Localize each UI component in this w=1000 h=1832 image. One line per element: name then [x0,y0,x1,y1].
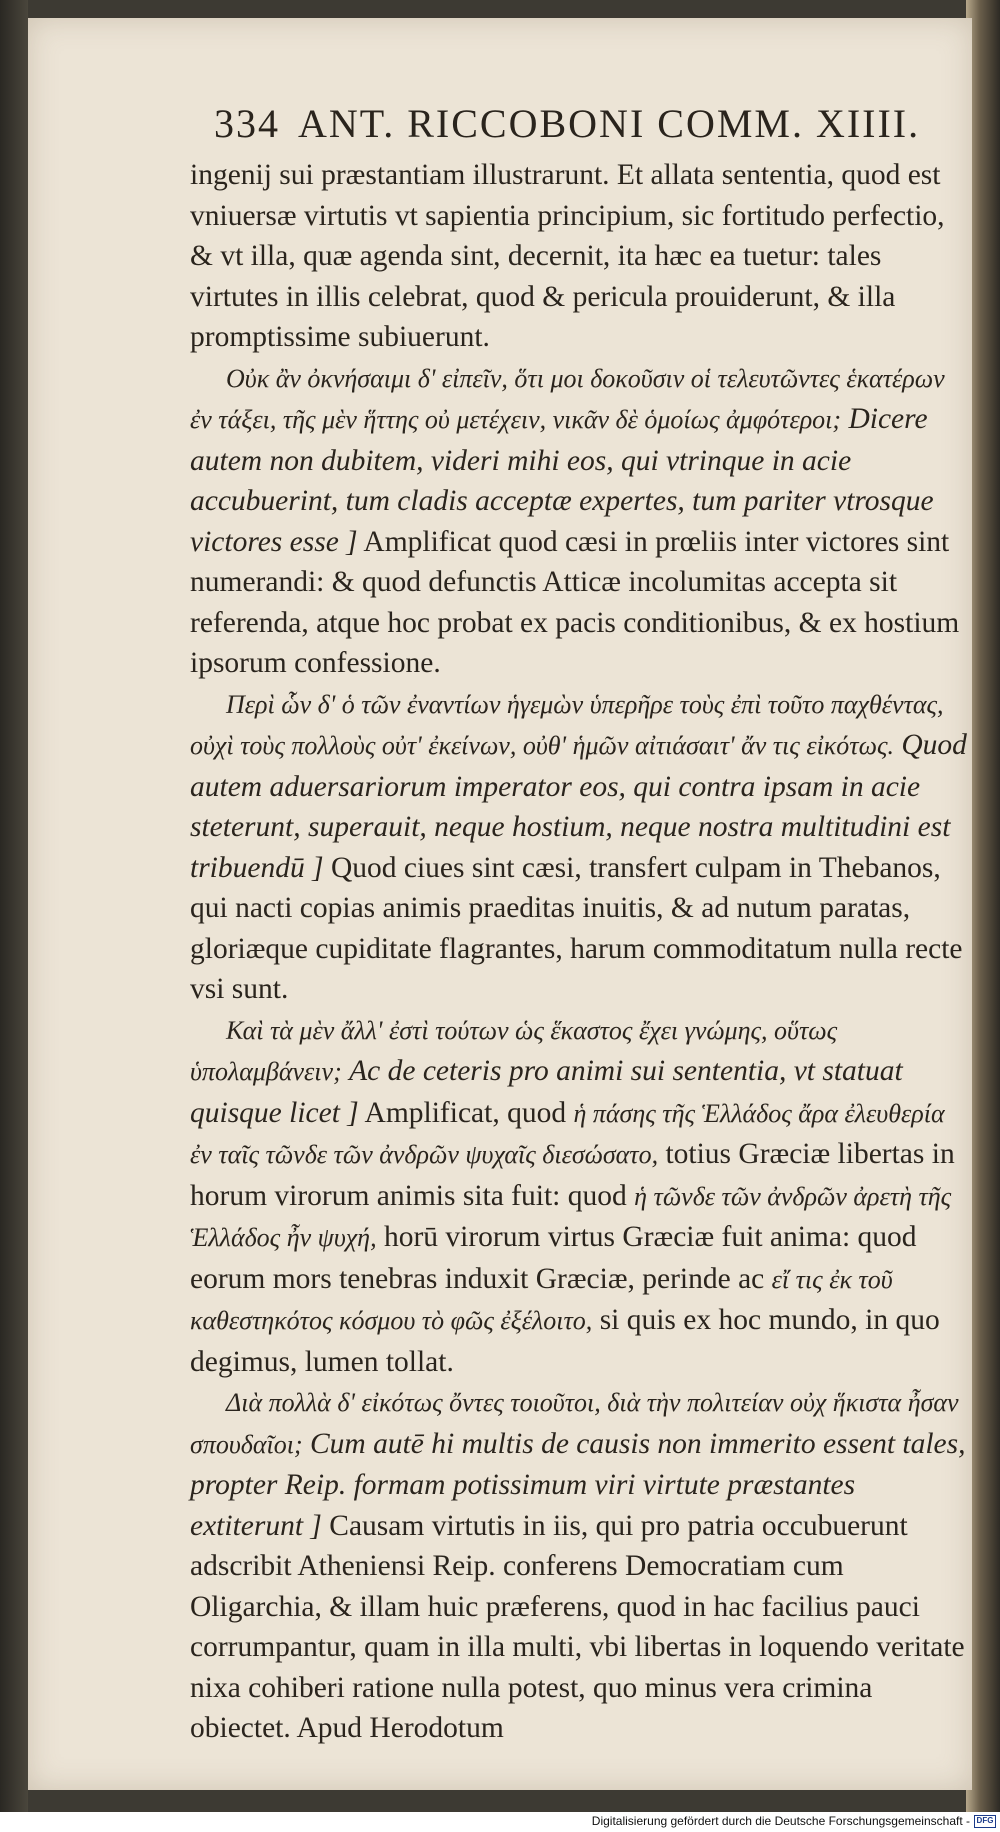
commentary-text: Causam virtutis in iis, qui pro patria occubuerunt adscribit Atheniensi Reip. conferens Democratiam cum Oligarchia, & illam huic præferens, quod in hac facilius pauci corrumpantur, quam in illa multi, vbi libertas in loquendo veritate nixa cohiberi ratione nulla potest, quo minus vera crimina obiectet. Apud Herodotum [190,1509,965,1744]
greek-quotation: Διὰ πολλὰ δ' εἰκότως ὄντες τοιοῦτοι, διὰ τὴν πολιτείαν οὐχ ἥκιστα ἦσαν σπουδαῖοι; [190,1388,959,1459]
greek-quotation: Καὶ τὰ μὲν ἄλλ' ἐστὶ τούτων ὡς ἕκαστος ἔχει γνώμης, οὕτως ὑπολαμβάνειν; [190,1015,838,1086]
book-edge-left [0,0,28,1812]
paragraph [190,684,970,1010]
greek-quotation: Οὐκ ἂν ὀκνήσαιμι δ' εἰπεῖν, ὅτι μοι δοκοῦσιν οἱ τελευτῶντες ἑκατέρων ἐν τάξει, τῆς μὲν ἥττης οὐ μετέχειν, νικᾶν δὲ ὁμοίως ἀμφότεροι; [190,363,945,434]
footer-bar [0,1812,1000,1832]
running-title: ANT. RICCOBONI COMM. XIIII. [298,101,921,146]
commentary-text: horū virorum virtus Græciæ fuit anima: quod eorum mors tenebras induxit Græciæ, perinde ac [190,1221,917,1295]
paragraph [190,1010,970,1383]
body-text [190,155,970,1749]
commentary-text: totius Græciæ libertas in horum virorum animis sita fuit: quod [190,1138,955,1212]
paragraph [190,358,970,684]
greek-quotation: Περὶ ὧν δ' ὁ τῶν ἐναντίων ἡγεμὼν ὑπερῆρε τοὺς ἐπὶ τοῦτο παχθέντας, οὐχὶ τοὺς πολλοὺς οὐτ' ἐκείνων, οὐθ' ἡμῶν αἰτιάσαιτ' ἄν τις εἰκότως. [190,689,944,760]
running-header [214,100,970,147]
commentary-text: ingenij sui præstantiam illustrarunt. Et allata sententia, quod est vniuersæ virtutis vt sapientia principium, sic fortitudo perfectio, & vt illa, quæ agenda sint, decernit, ita hæc ea tuetur: tales virtutes in illis celebrat, quod & pericula prouiderunt, & illa promptissime subiuerunt. [190,159,945,353]
paragraph [190,155,970,358]
commentary-text: si quis ex hoc mundo, in quo degimus, lumen tollat. [190,1304,940,1378]
greek-quotation: εἴ τις ἐκ τοῦ καθεστηκότος κόσμου τὸ φῶς ἐξέλοιτο, [190,1264,893,1335]
latin-translation: Quod autem aduersariorum imperator eos, qui contra ipsam in acie steterunt, superauit, neque hostium, neque nostra multitudini est tribuendū ] [190,729,967,884]
funding-notice: Digitalisierung gefördert durch die Deutsche Forschungsgemeinschaft - [591,1814,970,1828]
latin-translation: Ac de ceteris pro animi sui sententia, vt statuat quisque licet ] [190,1055,903,1129]
latin-translation: Cum autē hi multis de causis non immerito essent tales, propter Reip. formam potissimum viri virtute præstantes extiterunt ] [190,1427,966,1542]
page-number: 334 [214,101,280,146]
page-content [190,100,970,1749]
paragraph [190,1382,970,1749]
commentary-text: Amplificat quod cæsi in prœliis inter victores sint numerandi: & quod defunctis Atticæ incolumitas accepta sit referenda, atque hoc probat ex pacis conditionibus, & ex hostium ipsorum confessione. [190,525,960,679]
latin-translation: Dicere autem non dubitem, videri mihi eos, qui vtrinque in acie accubuerint, tum cladis acceptæ expertes, tum pariter vtrosque victores esse ] [190,403,934,558]
greek-quotation: ἡ τῶνδε τῶν ἀνδρῶν ἀρετὴ τῆς Ἑλλάδος ἦν ψυχή, [190,1181,952,1252]
dfg-logo-icon: DFG [974,1815,996,1828]
greek-quotation: ἡ πάσης τῆς Ἑλλάδος ἄρα ἐλευθερία ἐν ταῖς τῶνδε τῶν ἀνδρῶν ψυχαῖς διεσώσατο, [190,1098,945,1169]
commentary-text: Quod ciues sint cæsi, transfert culpam in Thebanos, qui nacti copias animis praeditas inuitis, & ad nutum paratas, gloriæque cupiditate flagrantes, harum commoditatum nulla recte vsi sunt. [190,851,963,1005]
commentary-text: Amplificat, quod [358,1096,574,1129]
